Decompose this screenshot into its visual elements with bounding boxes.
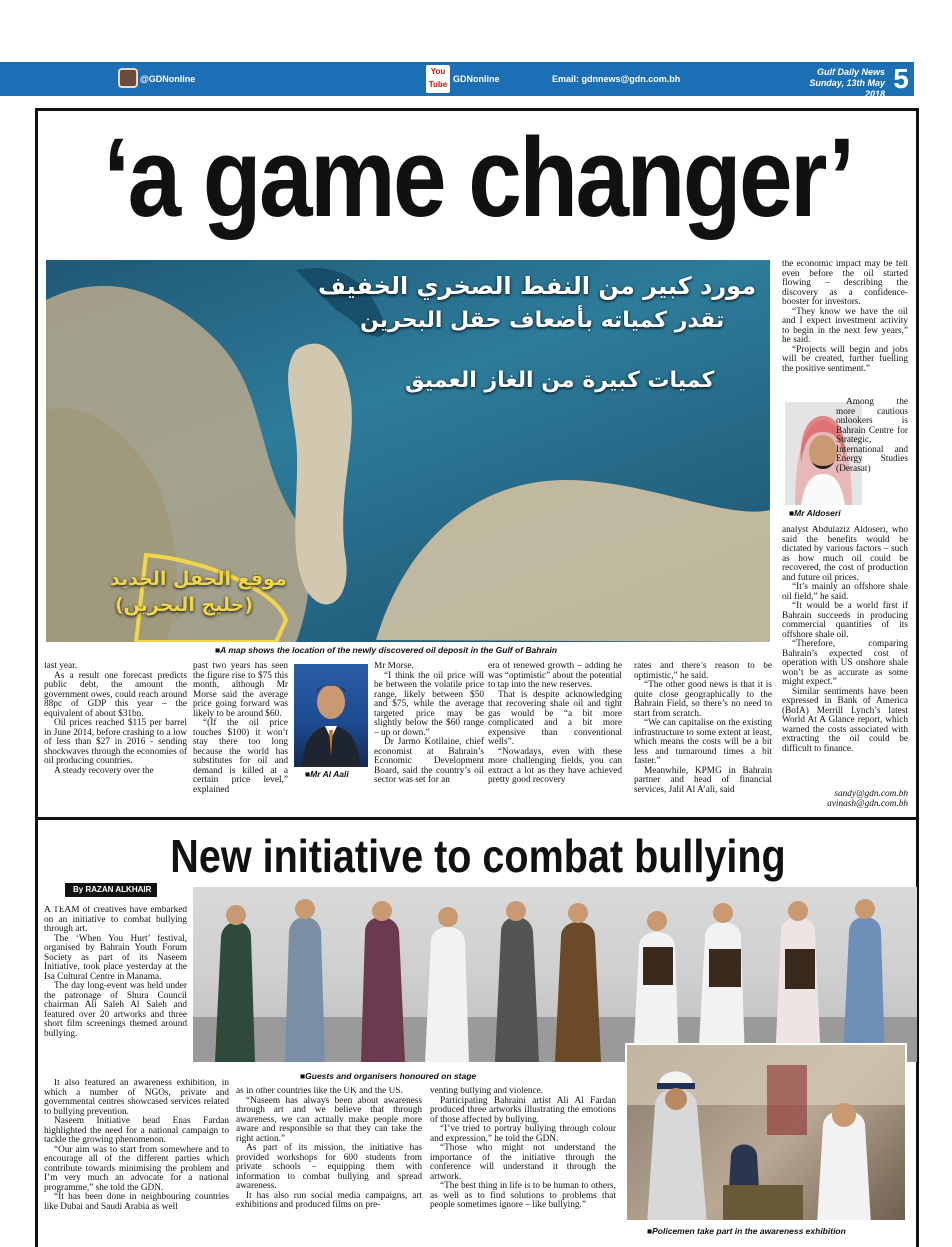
story1-column-3 — [374, 662, 484, 810]
paragraph: “It has been done in neighbouring countries like Dubai and Saudi Arabia as well — [44, 1192, 229, 1212]
story2-column-1-wide — [44, 1079, 229, 1241]
paragraph: As a result one forecast predicts public debt, the amount the government owes, could reach around 88pc of GDP this year – the equivalent of about $31bn. — [44, 670, 187, 719]
paragraph: “The other good news is that it is quite close geographically to the Bahrain Field, so there’s no need to start from scratch. — [634, 680, 772, 719]
byline: By RAZAN ALKHAIR — [65, 883, 157, 897]
paragraph: analyst Abdulaziz Aldoseri, who said the benefits would be dictated by various factors – such as how much oil could be recovered, the cost of production and future oil prices. — [782, 526, 908, 583]
story1-column-6-top — [782, 260, 908, 400]
police-photo — [625, 1043, 907, 1222]
page-number: 5 — [893, 63, 909, 94]
paragraph: “The best thing in life is to be human to others, as well as to find solutions to problems that people sometimes ignore – like bullying.” — [430, 1181, 616, 1210]
paragraph: “I think the oil price will be between the volatile price range, likely between $50 and $75, while the average targeted price may be slightly below the $60 range – up or down.” — [374, 670, 484, 738]
story1-column-6-bottom — [782, 526, 908, 790]
instagram-icon — [118, 68, 138, 88]
paragraph: That is despite acknowledging that recovering shale oil and tight gas would be “a bit more complicated and a bit more expensive than conventional wells”. — [488, 689, 622, 747]
paragraph: It also featured an awareness exhibition, in which a number of NGOs, private and governmental centres showcased services related to bullying prevention. — [44, 1079, 229, 1117]
paragraph: “(If the oil price touches $100) it won’t stay there too long because the world has substitutes for oil and demand is killed at a certain price level,” explained — [193, 718, 288, 795]
paragraph: “Naseem has always been about awareness through art and we believe that through awareness, we can actually make people more aware and responsible so that they can take the right action.” — [236, 1095, 422, 1144]
al-aali-photo — [294, 664, 368, 767]
page-header — [0, 62, 914, 99]
paragraph: rates and there’s reason to be optimistic,” he said. — [634, 662, 772, 681]
story1-column-5 — [634, 662, 772, 810]
email-address: Email: gdnnews@gdn.com.bh — [552, 74, 681, 84]
paragraph: The day long-event was held under the patronage of Shura Council chairman Ali Saleh Al Saleh and featured over 20 artworks and three short film screenings themed around bullying. — [44, 981, 187, 1039]
paragraph: Similar sentiments have been expressed in Bank of America (BofA) Merrill Lynch’s latest World At A Glance report, which warned the costs associated with extracting the oil could be difficult to finance. — [782, 686, 908, 754]
story1-column-1 — [44, 662, 187, 810]
map-text-3: كميات كبيرة من الغاز العميق — [405, 368, 715, 393]
story2-column-1 — [44, 906, 187, 1078]
aldoseri-caption: ■ Mr Aldoseri — [789, 508, 841, 518]
al-aali-caption: ■ Mr Al Aali — [305, 769, 349, 779]
paragraph: Participating Bahraini artist Ali Al Fardan produced three artworks illustrating the emotions of those affected by bullying. — [430, 1095, 616, 1125]
author-emails — [782, 790, 908, 812]
story1-column-2 — [193, 662, 288, 810]
paragraph: “We can capitalise on the existing infrastructure to some extent at least, which means the costs will be a bit less and turnaround times a bit faster.” — [634, 718, 772, 766]
paragraph: as in other countries like the UK and the US. — [236, 1087, 403, 1096]
paragraph: Oil prices reached $115 per barrel in June 2014, before crashing to a low of less than $27 in 2016 - sending shockwaves through the economies of oil producing countries. — [44, 718, 187, 766]
paragraph: “Those who might not understand the importance of the initiative through the conference will understand it through the artwork. — [430, 1143, 616, 1182]
map-text-5: (خليج البحرين) — [115, 594, 254, 616]
paragraph: A steady recovery over the — [54, 765, 154, 776]
paragraph: Meanwhile, KPMG in Bahrain partner and head of financial services, Jalil Al A’ali, said — [634, 765, 772, 795]
paragraph: “Projects will begin and jobs will be created, further fuelling the positive sentiment.” — [782, 344, 908, 374]
paragraph: A TEAM of creatives have embarked on an initiative to combat bullying through art. — [44, 906, 187, 934]
paragraph: “It’s mainly an offshore shale oil field,” he said. — [782, 582, 908, 602]
map-caption: ■ A map shows the location of the newly discovered oil deposit in the Gulf of Bahrain — [215, 645, 557, 655]
paragraph: era of renewed growth – adding he was “optimistic” about the potential to tap into the new reserves. — [488, 662, 622, 690]
paragraph: Naseem Initiative head Enas Fardan highlighted the need for a national campaign to tackle the growing phenomenon. — [44, 1116, 229, 1145]
story2-column-3 — [430, 1087, 616, 1241]
police-photo-graphic — [627, 1045, 907, 1222]
paragraph: last year. — [44, 662, 78, 671]
map-text-4: موقع الحقل الجديد — [110, 568, 287, 590]
paragraph: “Therefore, comparing Bahrain’s expected cost of operation with US onshore shale won’t be as accurate as some might expect.” — [782, 639, 908, 687]
story2-headline: New initiative to combat bullying — [170, 830, 786, 882]
paper-date: Sunday, 13th May 2018 — [809, 78, 885, 99]
portrait-graphic — [294, 664, 368, 767]
group-photo-graphic — [193, 887, 917, 1062]
story1-column-4 — [488, 662, 622, 810]
youtube-icon: You Tube — [426, 65, 450, 93]
paragraph: “It would be a world first if Bahrain succeeds in producing commercial quantities of its offshore shale oil. — [782, 601, 908, 640]
youtube-handle: GDNonline — [453, 74, 500, 84]
paragraph: The ‘When You Hurt’ festival, organised by Bahrain Youth Forum Society as part of its Naseem Initiative, took place yesterday at the Isa Cultural Centre in Manama. — [44, 933, 187, 982]
paper-info — [790, 67, 885, 100]
group-photo-caption: ■ Guests and organisers honoured on stage — [300, 1071, 476, 1081]
author-email[interactable]: avinash@gdn.com.bh — [827, 798, 908, 809]
paragraph: “They know we have the oil and I expect investment activity to begin in the next few years,” he said. — [782, 306, 908, 345]
map-text-1: مورد كبير من النفط الصخري الخفيف — [318, 272, 757, 300]
paragraph: Among the more cautious onlookers is Bahrain Centre for Strategic, International and Energy Studies (Derasat) — [836, 398, 908, 474]
paragraph: Dr Jarmo Kotilaine, chief economist at Bahrain’s Economic Development Board, said the country’s oil sector was set for an — [374, 737, 484, 785]
paragraph: Mr Morse. — [374, 662, 414, 671]
police-photo-caption: ■ Policemen take part in the awareness exhibition — [647, 1226, 846, 1236]
paragraph: the economic impact may be felt even before the oil started flowing – describing the discovery as a confidence-booster for investors. — [782, 260, 908, 307]
story2-column-2 — [236, 1087, 422, 1241]
instagram-handle: @GDNonline — [140, 74, 196, 84]
story1-column-6-beside — [836, 398, 908, 516]
map-text-2: تقدر كمياته بأضعاف حقل البحرين — [360, 308, 725, 333]
paragraph: As part of its mission, the initiative has provided workshops for 600 students from private schools – equipping them with information to combat bullying and spread awareness. — [236, 1143, 422, 1191]
author-email[interactable]: sandy@gdn.com.bh — [834, 790, 908, 799]
paragraph: “Our aim was to start from somewhere and to encourage all of the different parties which contribute towards minimising the problem and I’m very much an advocate for a national programme,” she told the GDN. — [44, 1144, 229, 1193]
paragraph: past two years has seen the figure rise to $75 this month, although Mr Morse said the average price going forward was likely to be around $60. — [193, 662, 288, 719]
paragraph: venting bullying and violence. — [430, 1087, 544, 1096]
paragraph: It has also run social media campaigns, art exhibitions and produced films on pre- — [236, 1190, 422, 1210]
group-photo — [193, 887, 917, 1062]
paragraph: “Nowadays, even with these more challenging fields, you can extract a lot as they have achieved pretty good recovery — [488, 746, 622, 785]
story1-headline: ‘a game changer’ — [103, 115, 853, 240]
paper-name: Gulf Daily News — [816, 67, 885, 77]
paragraph: “I’ve tried to portray bullying through colour and expression,” he told the GDN. — [430, 1124, 616, 1144]
